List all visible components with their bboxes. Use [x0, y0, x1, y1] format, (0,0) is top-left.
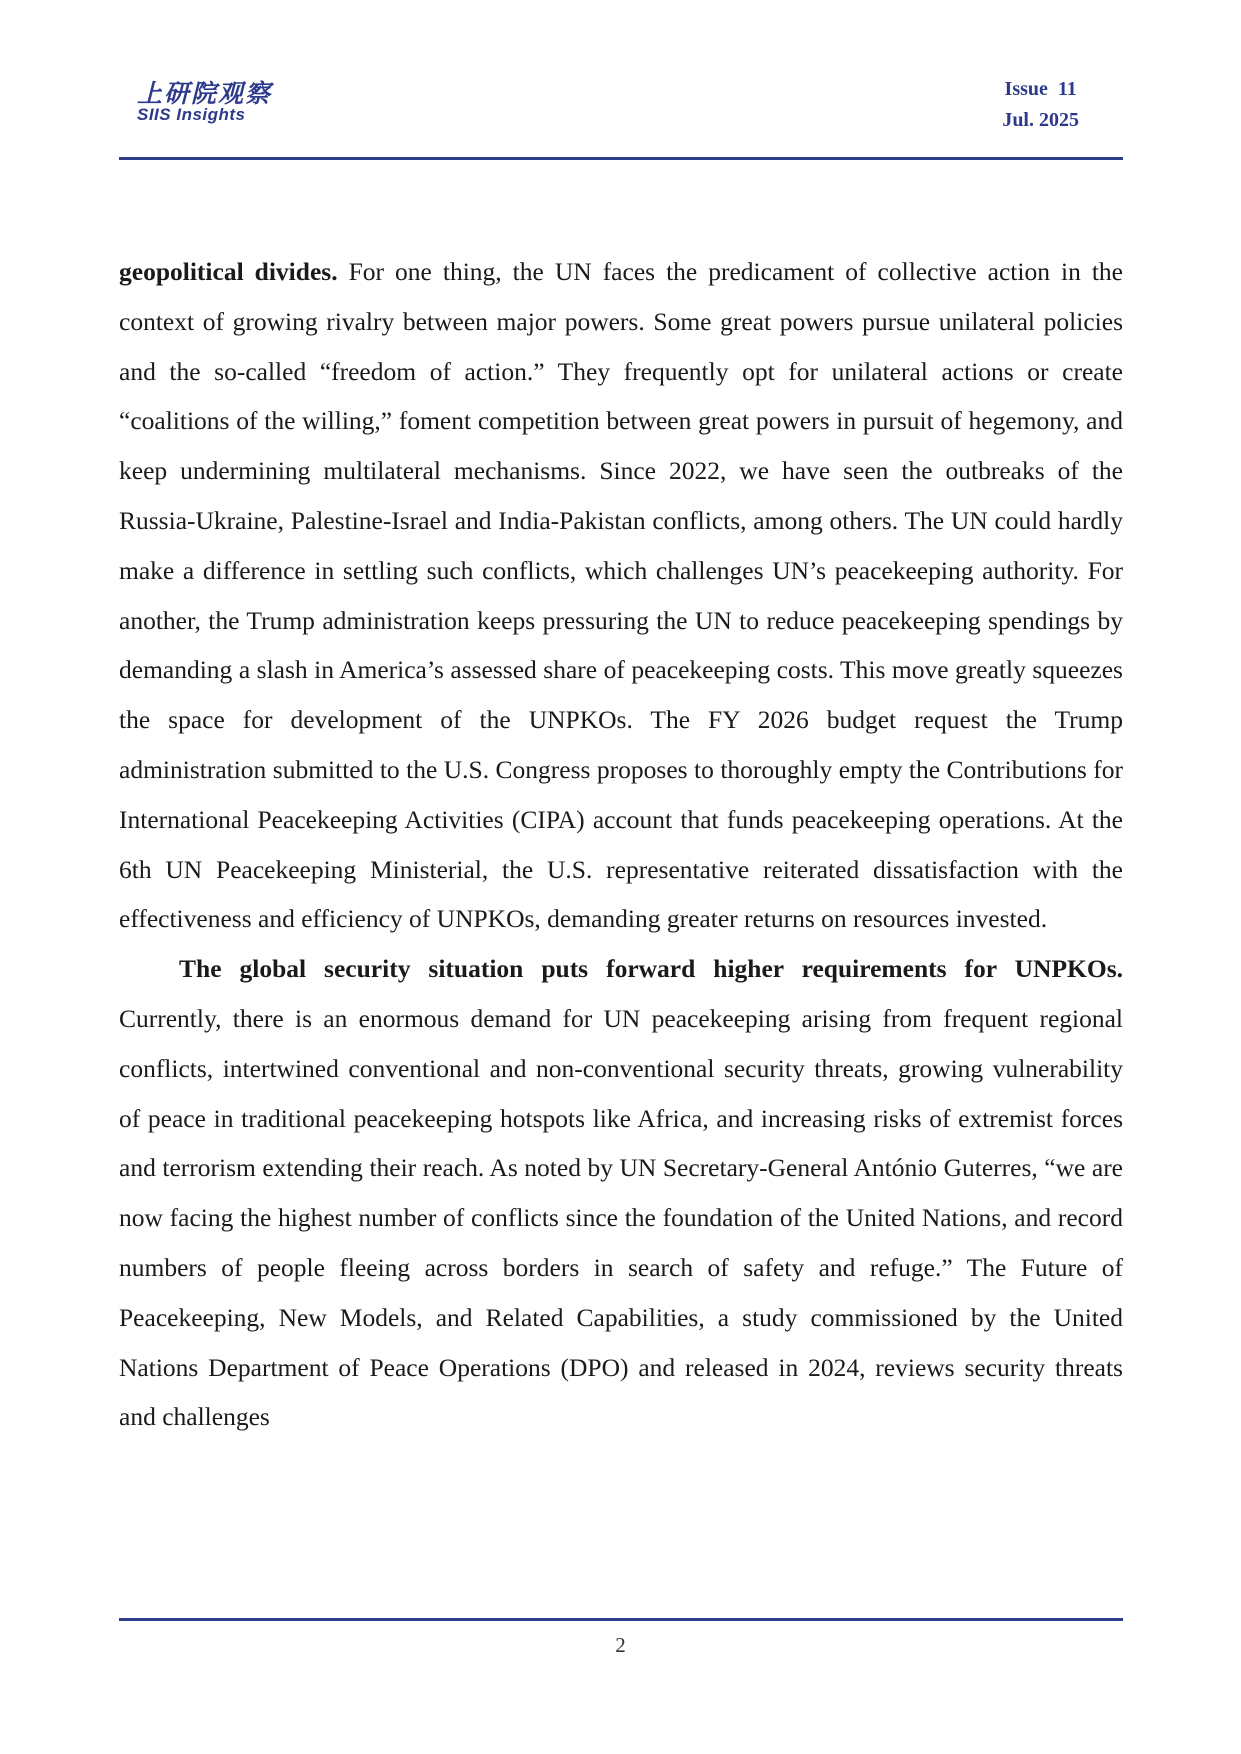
paragraph-1-text: For one thing, the UN faces the predicament of collective action in the context of growing rivalry between major powers. Some great powers pursue unilateral policies and the so-called “freedom of action.” They frequently opt for unilateral actions or create “coalitions of the willing,” foment competition between great powers in pursuit of hegemony, and keep undermining multilateral mechanisms. Since 2022, we have seen the outbreaks of the Russia-Ukraine, Palestine-Israel and India-Pakistan conflicts, among others. The UN could hardly make a difference in settling such conflicts, which challenges UN’s peacekeeping authority. For another, the Trump administration keeps pressuring the UN to reduce peacekeeping spendings by demanding a slash in America’s assessed share of peacekeeping costs. This move greatly squeezes the space for development of the UNPKOs. The FY 2026 budget request the Trump administration submitted to the U.S. Congress proposes to thoroughly empty the Contributions for International Peacekeeping Activities (CIPA) account that funds peacekeeping operations. At the 6th UN Peacekeeping Ministerial, the U.S. representative reiterated dissatisfaction with the effectiveness and efficiency of UNPKOs, demanding greater returns on resources invested. [119, 257, 1123, 934]
issue-date: Jul. 2025 [1002, 109, 1079, 131]
logo-english: SIIS Insights [137, 105, 246, 124]
paragraph-2-text: Currently, there is an enormous demand for UN peacekeeping arising from frequent regional conflicts, intertwined conventional and non-conventional security threats, growing vulnerability of peace in traditional peacekeeping hotspots like Africa, and increasing risks of extremist forces and terrorism extending their reach. As noted by UN Secretary-General António Guterres, “we are now facing the highest number of conflicts since the foundation of the United Nations, and record numbers of people fleeing across borders in search of safety and refuge.” The Future of Peacekeeping, New Models, and Related Capabilities, a study commissioned by the United Nations Department of Peace Operations (DPO) and released in 2024, reviews security threats and challenges [119, 1003, 1123, 1432]
header-rule [119, 157, 1123, 160]
paragraph-2 [119, 944, 1123, 1442]
paragraph-1-lead: geopolitical divides. [119, 257, 338, 286]
issue-info [1002, 74, 1079, 136]
paragraph-2-lead: The global security situation puts forward higher requirements for UNPKOs. [179, 954, 1123, 984]
footer-rule [119, 1618, 1123, 1621]
logo-chinese: 上研院观察 [137, 79, 273, 108]
issue-number: Issue 11 [1004, 78, 1077, 100]
article-body [119, 247, 1123, 1442]
page-number: 2 [615, 1633, 626, 1657]
paragraph-1 [119, 247, 1123, 944]
